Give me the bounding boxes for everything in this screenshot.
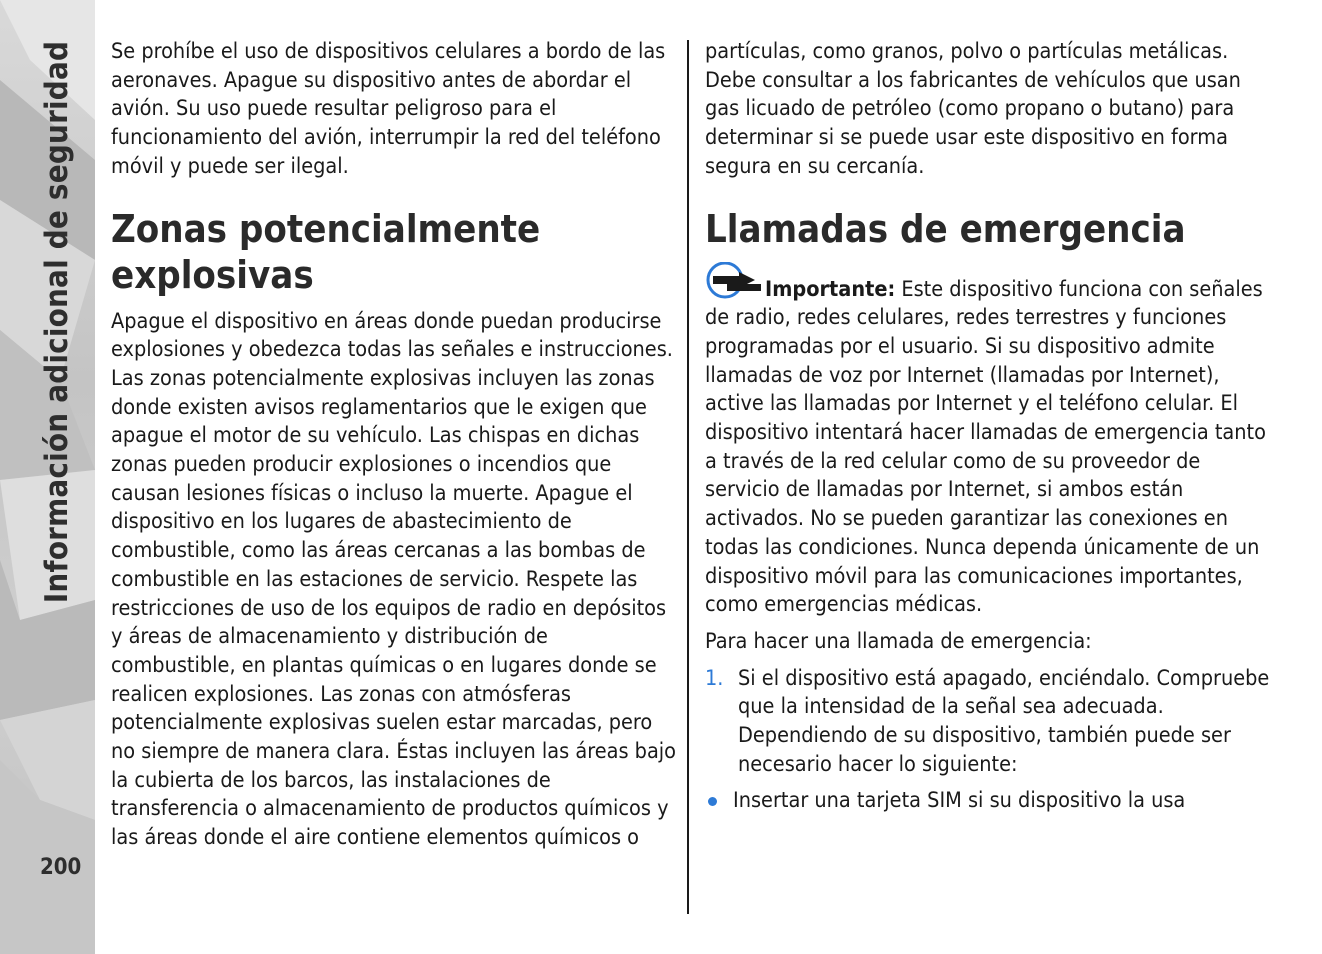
continuation-paragraph: partículas, como granos, polvo o partículas metálicas. Debe consultar a los fabricantes de vehículos que usan gas licuado de petróleo (como propano o butano) para determinar si se puede usar este dispositivo en forma segura en su cercanía. (705, 39, 1241, 179)
section-title-vertical: Información adicional de seguridad (39, 40, 75, 604)
step-text: Si el dispositivo está apagado, enciéndalo. Compruebe que la intensidad de la señal sea adecuada. Dependiendo de su dispositivo, también puede ser necesario hacer lo siguiente: (738, 665, 1270, 777)
sub-bullet-list (705, 787, 1270, 816)
page-number: 200 (40, 855, 82, 880)
column-divider (687, 40, 689, 914)
section-sidebar (0, 0, 95, 954)
important-label: Importante: (765, 276, 896, 302)
bullet-dot-icon (708, 797, 717, 806)
aircraft-paragraph: Se prohíbe el uso de dispositivos celulares a bordo de las aeronaves. Apague su dispositivo antes de abordar el avión. Su uso puede resultar peligroso para el funcionamiento del avión, interrumpir la red del teléfono móvil y puede ser ilegal. (111, 39, 666, 179)
explosive-zones-heading: Zonas potencialmente explosivas (111, 206, 541, 297)
step-item (705, 665, 1270, 780)
important-pointing-hand-icon (705, 262, 765, 300)
sub-bullet-item (705, 787, 1270, 816)
important-text: Este dispositivo funciona con señales de radio, redes celulares, redes terrestres y funciones programadas por el usuario. Si su dispositivo admite llamadas de voz por Internet (llamadas por Internet), active las llamadas por Internet y el teléfono celular. El dispositivo intentará hacer llamadas de emergencia tanto a través de la red celular como de su proveedor de servicio de llamadas por Internet, si ambos están activados. No se pueden garantizar las conexiones en todas las condiciones. Nunca dependa únicamente de un dispositivo móvil para las comunicaciones importantes, como emergencias médicas. (705, 276, 1266, 618)
important-note (705, 262, 1270, 620)
step-number: 1. (705, 665, 724, 691)
sub-bullet-text: Insertar una tarjeta SIM si su dispositivo la usa (733, 788, 1186, 814)
explosive-zones-paragraph: Apague el dispositivo en áreas donde puedan producirse explosiones y obedezca todas las señales e instrucciones. Las zonas potencialmente explosivas incluyen las zonas donde existen avisos reglamentarios que le exigen que apague el motor de su vehículo. Las chispas en dichas zonas pueden producir explosiones o incendios que causan lesiones físicas o incluso la muerte. Apague el dispositivo en los lugares de abastecimiento de combustible, como las áreas cercanas a las bombas de combustible en las estaciones de servicio. Respete las restricciones de uso de los equipos de radio en depósitos y áreas de almacenamiento y distribución de combustible, en plantas químicas o en lugares donde se realicen explosiones. Las zonas con atmósferas potencialmente explosivas suelen estar marcadas, pero no siempre de manera clara. Éstas incluyen las áreas bajo la cubierta de los barcos, las instalaciones de transferencia o almacenamiento de productos químicos y las áreas donde el aire contiene elementos químicos o (111, 308, 677, 851)
instructions-intro: Para hacer una llamada de emergencia: (705, 628, 1092, 654)
steps-list (705, 665, 1270, 780)
emergency-calls-heading: Llamadas de emergencia (705, 206, 1186, 251)
left-column (111, 38, 676, 861)
right-column (705, 38, 1270, 816)
